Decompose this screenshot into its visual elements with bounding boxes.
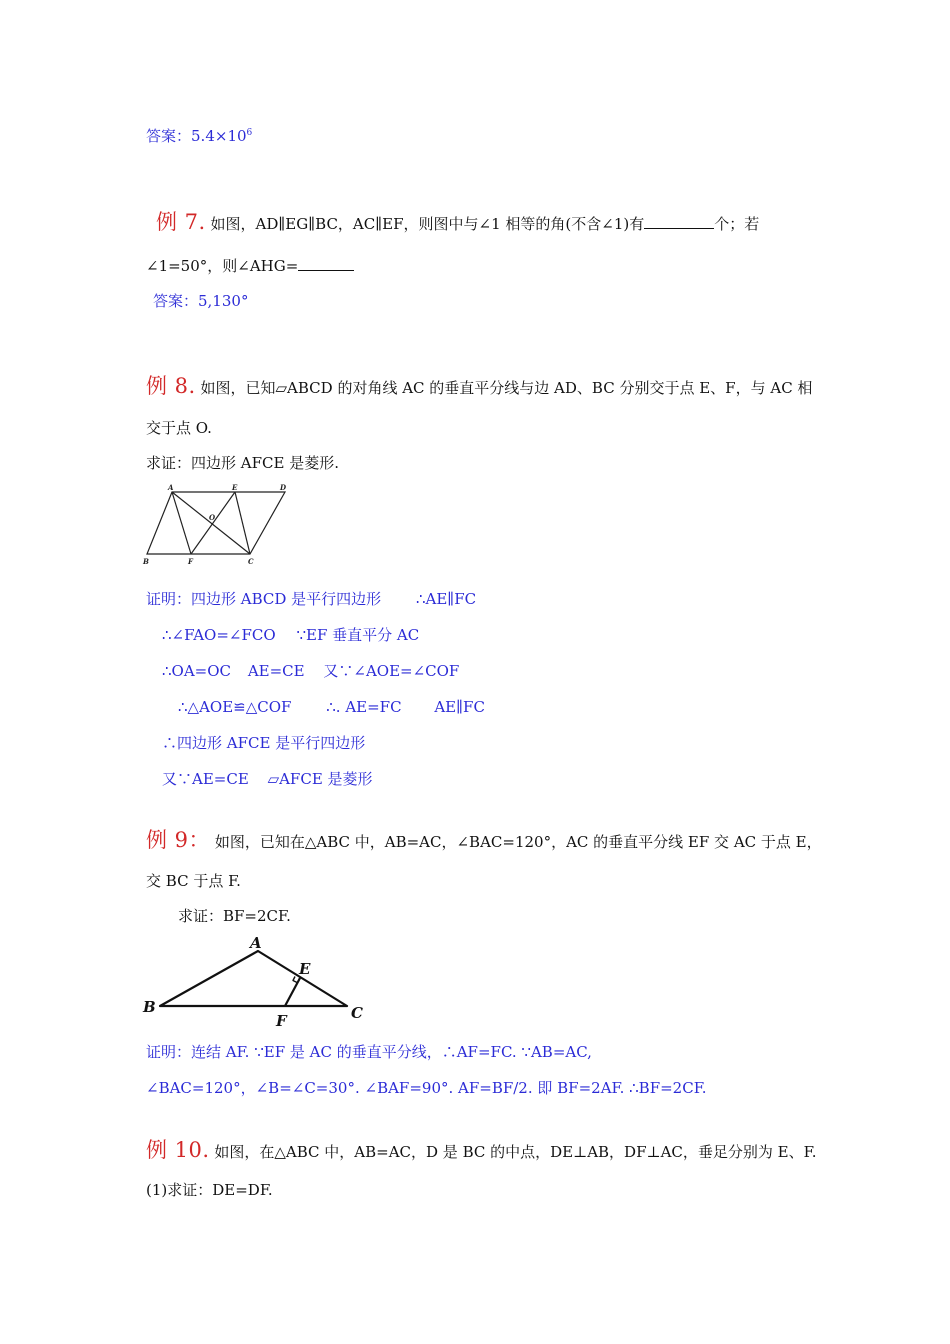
example-9-line-1: [146, 830, 822, 852]
example-7-tag: 例 7.: [156, 210, 206, 234]
diagonal-ac: [172, 492, 250, 554]
proof-8-line-6: [162, 769, 373, 789]
proof-8-4a: ∴△AOE≌△COF: [178, 698, 292, 716]
label-a: A: [168, 483, 174, 492]
example-7-text-1: 如图，AD∥EG∥BC，AC∥EF，则图中与∠1 相等的角(不含∠1)有: [210, 215, 645, 233]
label-d: D: [280, 483, 287, 492]
example-7-line-2: [146, 256, 354, 276]
proof-8-line-1: [146, 589, 476, 609]
proof-8-1b: ∴AE∥FC: [415, 590, 477, 608]
proof-8-3a: ∴OA=OC: [162, 662, 232, 680]
segment-ec: [235, 492, 250, 554]
label-f: F: [276, 1012, 287, 1028]
proof-8-6a: 又∵AE=CE: [162, 770, 249, 788]
example-8-text-1: 如图，已知▱ABCD 的对角线 AC 的垂直平分线与边 AD、BC 分别交于点 E、F，与 AC 相: [200, 379, 813, 397]
proof-9-line-1: 证明：连结 AF. ∵EF 是 AC 的垂直平分线，∴AF=FC. ∵AB=AC,: [146, 1043, 592, 1061]
example-10-line-1: [146, 1140, 816, 1162]
answer-6-exponent: 6: [246, 128, 253, 138]
example-8-prove: 求证：四边形 AFCE 是菱形.: [146, 454, 339, 472]
example-7-line-1: [156, 212, 759, 234]
line-ef: [191, 492, 235, 554]
proof-8-4b: ∴. AE=FC: [326, 698, 402, 716]
label-a: A: [250, 934, 262, 952]
example-10-text-2: (1)求证：DE=DF.: [146, 1181, 273, 1199]
proof-8-3b: AE=CE: [247, 662, 305, 680]
label-c: C: [351, 1004, 363, 1022]
example-7-blank-2: [298, 256, 354, 271]
label-f: F: [188, 557, 193, 566]
proof-9-line-2: ∠BAC=120°，∠B=∠C=30°. ∠BAF=90°. AF=BF/2. 即 BF=2AF. ∴BF=2CF.: [146, 1079, 707, 1097]
example-8-text-2: 交于点 O.: [146, 419, 212, 437]
label-b: B: [143, 998, 156, 1016]
example-7-blank-1: [644, 214, 714, 229]
proof-8-line-4: [178, 697, 485, 717]
proof-8-2a: ∴∠FAO=∠FCO: [162, 626, 276, 644]
proof-8-line-5: [162, 733, 365, 753]
example-8-tag: 例 8.: [146, 374, 196, 398]
segment-ef: [285, 978, 300, 1006]
example-9-text-2: 交 BC 于点 F.: [146, 872, 241, 890]
proof-8-1a: 证明：四边形 ABCD 是平行四边形: [146, 590, 382, 608]
segment-af: [172, 492, 191, 554]
label-e: E: [232, 483, 238, 492]
example-9-tag: 例 9：: [146, 828, 211, 852]
label-b: B: [143, 557, 149, 566]
proof-8-line-2: [162, 625, 419, 645]
example-9-prove: 求证：BF=2CF.: [178, 907, 291, 925]
example-10-text-1: 如图，在△ABC 中，AB=AC，D 是 BC 的中点，DE⊥AB，DF⊥AC，垂足分别为 E、F.: [214, 1143, 817, 1161]
proof-8-4c: AE∥FC: [434, 698, 485, 716]
example-7-answer: 答案：5,130°: [153, 292, 249, 310]
label-e: E: [299, 960, 311, 978]
answer-6: [146, 126, 252, 146]
proof-8-6b: ▱AFCE 是菱形: [267, 770, 373, 788]
label-c: C: [248, 557, 254, 566]
triangle-figure: [140, 932, 370, 1028]
label-o: O: [209, 513, 216, 522]
triangle-abc: [160, 951, 347, 1006]
parallelogram-figure: [140, 480, 300, 570]
proof-8-5a: ∴四边形 AFCE 是平行四边形: [162, 734, 366, 752]
proof-8-3c: 又∵∠AOE=∠COF: [323, 662, 460, 680]
proof-8-line-3: [162, 661, 459, 681]
example-10-tag: 例 10.: [146, 1138, 210, 1162]
right-angle-mark: [293, 977, 297, 983]
answer-6-value: 5.4×10: [191, 127, 247, 145]
answer-6-label: 答案：: [146, 127, 192, 145]
example-8-line-1: [146, 376, 812, 398]
example-9-text-1: 如图，已知在△ABC 中，AB=AC，∠BAC=120°，AC 的垂直平分线 EF 交 AC 于点 E，: [214, 833, 822, 851]
parallelogram-abcd: [147, 492, 285, 554]
proof-8-2b: ∵EF 垂直平分 AC: [296, 626, 420, 644]
example-7-text-2: ∠1=50°，则∠AHG=: [146, 257, 299, 275]
example-7-text-1b: 个；若: [714, 215, 760, 233]
